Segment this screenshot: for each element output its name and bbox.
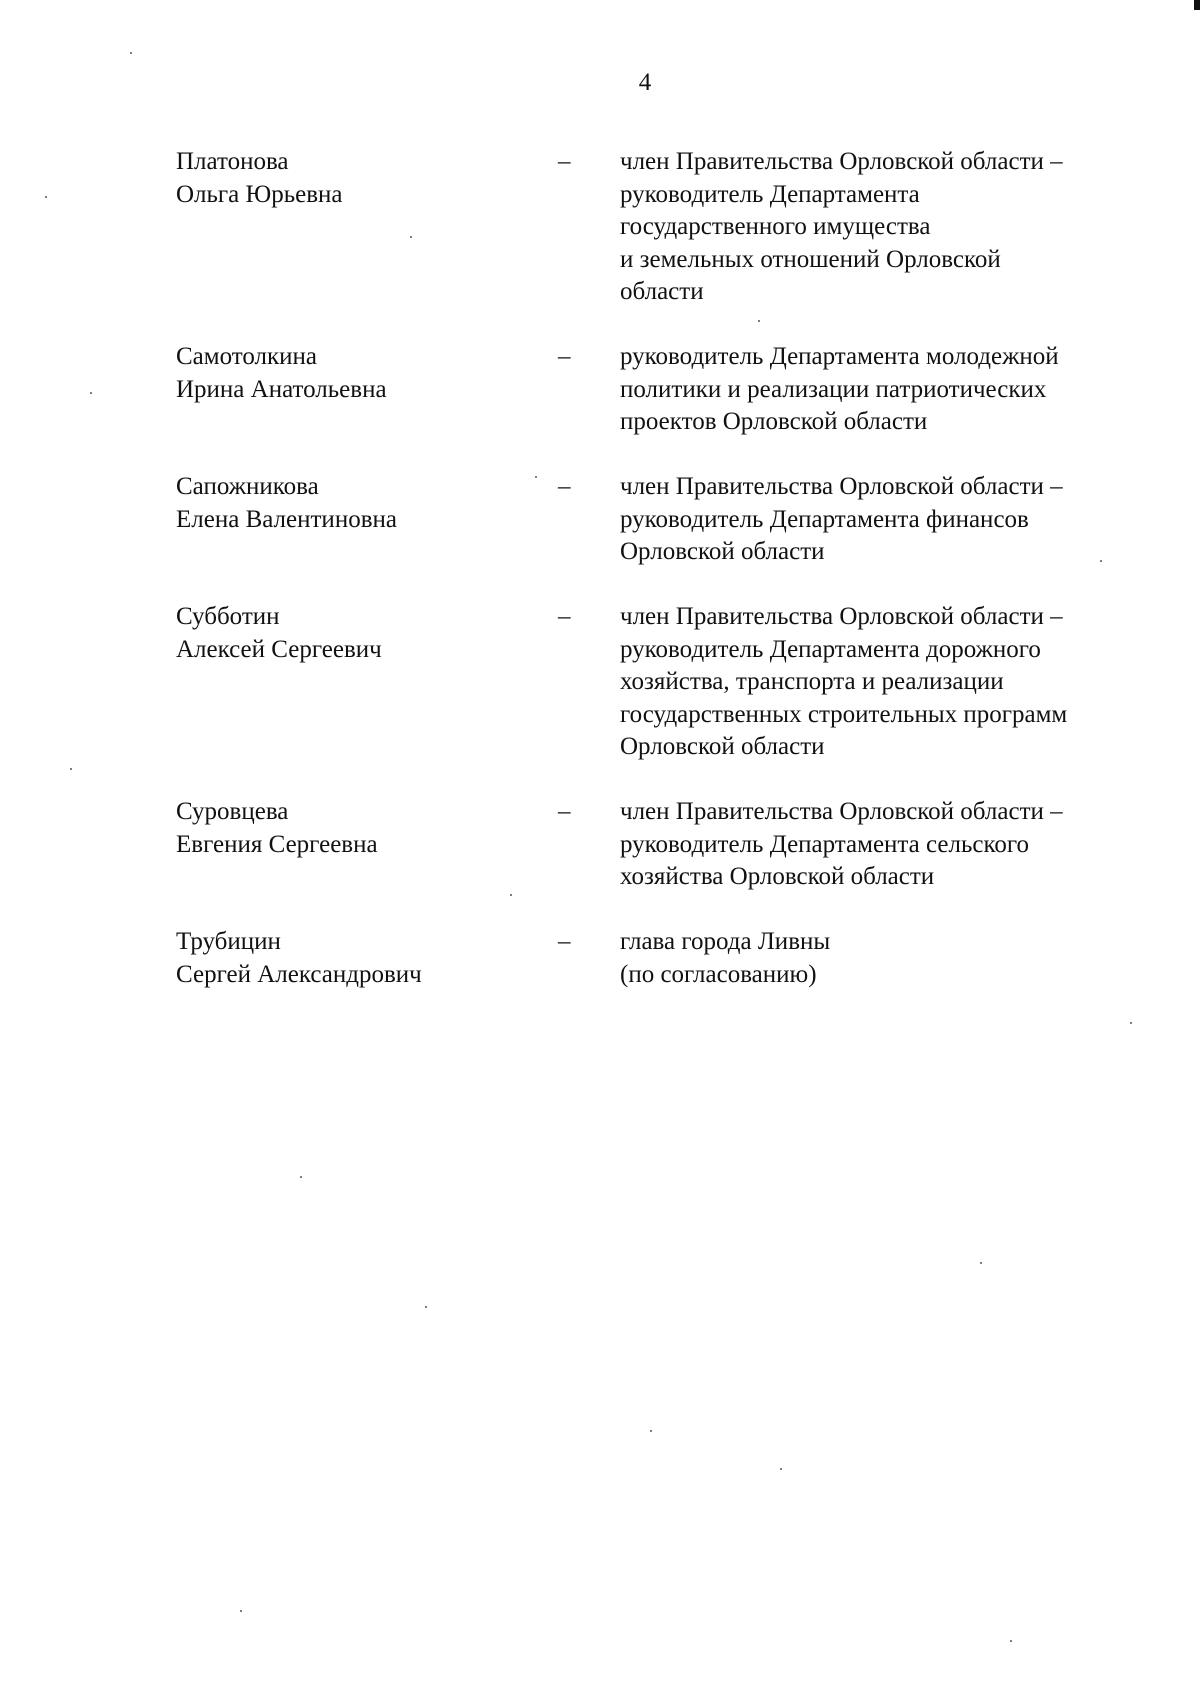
member-name: [176, 146, 343, 211]
scan-corner-mark: [1194, 0, 1200, 10]
scan-speck: [535, 476, 537, 478]
member-surname: Субботин: [176, 603, 280, 630]
position-line: области: [620, 278, 704, 305]
position-line: руководитель Департамента: [620, 180, 920, 208]
scan-speck: [1010, 1640, 1012, 1642]
position-line: руководитель Департамента финансов: [620, 505, 1029, 533]
member-name: [176, 796, 378, 861]
position-line: руководитель Департамента сельского: [620, 830, 1029, 858]
scan-speck: [130, 52, 132, 54]
position-line: хозяйства Орловской области: [620, 863, 935, 890]
separator-dash: –: [558, 343, 571, 370]
member-name: [176, 471, 397, 536]
member-position: [620, 471, 1180, 569]
scan-speck: [1100, 560, 1102, 562]
member-position: [620, 601, 1180, 764]
member-name: [176, 926, 422, 991]
position-line: член Правительства Орловской области –: [620, 798, 1063, 825]
member-position: [620, 926, 1180, 991]
position-line: руководитель Департамента молодежной: [620, 343, 1059, 370]
scan-speck: [1130, 1022, 1132, 1024]
scan-speck: [90, 392, 92, 394]
scan-speck: [650, 1430, 652, 1432]
scan-speck: [980, 1262, 982, 1264]
separator-dash: –: [558, 928, 571, 955]
position-line: (по согласованию): [620, 960, 817, 988]
separator-dash: –: [558, 473, 571, 500]
position-line: член Правительства Орловской области –: [620, 603, 1063, 630]
position-line: член Правительства Орловской области –: [620, 473, 1063, 500]
position-line: хозяйства, транспорта и реализации: [620, 668, 1004, 695]
member-surname: Суровцева: [176, 798, 289, 825]
member-surname: Платонова: [176, 148, 289, 175]
position-line: политики и реализации патриотических: [620, 375, 1047, 403]
position-line: Орловской области: [620, 733, 825, 760]
scan-speck: [410, 236, 412, 238]
member-position: [620, 341, 1180, 439]
scan-speck: [425, 1306, 427, 1308]
scan-speck: [510, 894, 512, 896]
member-surname: Самотолкина: [176, 343, 318, 370]
member-name: [176, 601, 382, 666]
member-given-names: Евгения Сергеевна: [176, 830, 378, 858]
position-line: государственного имущества: [620, 213, 931, 240]
separator-dash: –: [558, 148, 571, 175]
member-surname: Сапожникова: [176, 473, 319, 500]
member-name: [176, 341, 387, 406]
scan-speck: [758, 320, 760, 322]
member-position: [620, 796, 1180, 894]
page-number: 4: [638, 69, 652, 96]
position-line: проектов Орловской области: [620, 408, 928, 435]
member-given-names: Сергей Александрович: [176, 960, 422, 988]
position-line: член Правительства Орловской области –: [620, 148, 1063, 175]
separator-dash: –: [558, 603, 571, 630]
scan-speck: [45, 196, 47, 198]
separator-dash: –: [558, 798, 571, 825]
member-given-names: Алексей Сергеевич: [176, 635, 382, 663]
scan-speck: [70, 768, 72, 770]
member-given-names: Елена Валентиновна: [176, 505, 397, 533]
scan-speck: [240, 1610, 242, 1612]
position-line: глава города Ливны: [620, 928, 831, 955]
member-given-names: Ольга Юрьевна: [176, 180, 343, 208]
member-position: [620, 146, 1180, 309]
position-line: и земельных отношений Орловской: [620, 245, 1001, 273]
position-line: руководитель Департамента дорожного: [620, 635, 1041, 663]
scan-speck: [780, 1468, 782, 1470]
position-line: государственных строительных программ: [620, 700, 1068, 728]
scan-speck: [300, 1176, 302, 1178]
member-given-names: Ирина Анатольевна: [176, 375, 387, 403]
member-surname: Трубицин: [176, 928, 281, 955]
position-line: Орловской области: [620, 538, 825, 565]
